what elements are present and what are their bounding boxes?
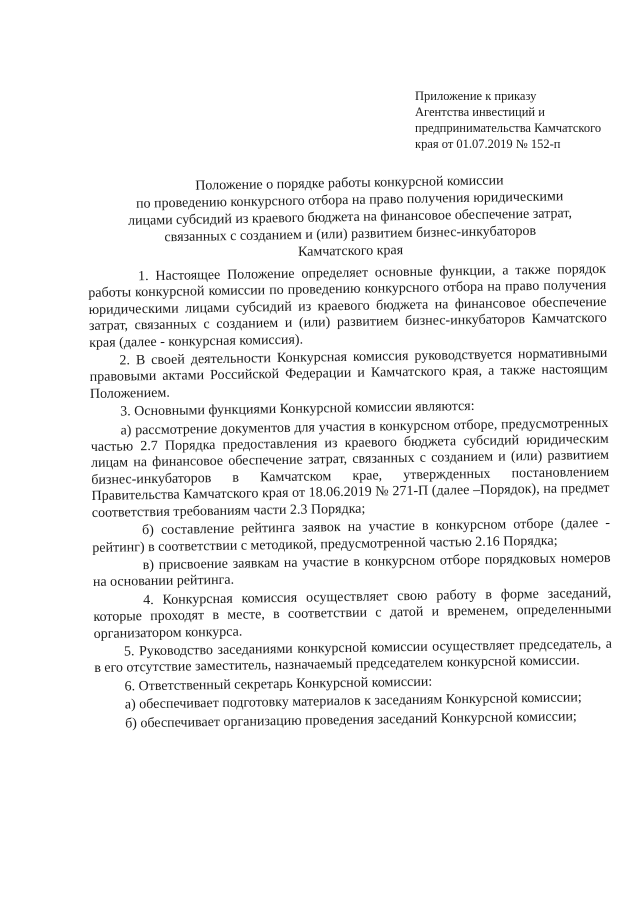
appendix-header: [415, 88, 625, 152]
appendix-line-2: Агентства инвестиций и: [415, 105, 545, 119]
paragraph-6b: б) обеспечивает организацию проведения заседаний Конкурсной комиссии;: [125, 708, 577, 732]
paragraph-2: 2. В своей деятельности Конкурсная комиссия руководствуется нормативными правовыми актами Российской Федерации и Камчатского края, а также настоящим Положением.: [89, 345, 608, 402]
title-line-4: связанных с созданием и (или) развитием бизнес-инкубаторов: [164, 223, 537, 246]
paragraph-3: 3. Основными функциями Конкурсной комиссии являются:: [120, 399, 475, 420]
title-line-2: по проведению конкурсного отбора на право получения юридическими: [135, 189, 564, 212]
document-title: [89, 170, 610, 264]
appendix-line-1: Приложение к приказу: [415, 89, 537, 103]
paragraph-5: 5. Руководство заседаниями конкурсной комиссии осуществляет председатель, а в его отсутствие заместитель, назначаемый председателем конкурсной комиссии.: [94, 636, 613, 677]
appendix-line-4: края от 01.07.2019 № 152-п: [415, 137, 561, 151]
document-body: [88, 262, 613, 735]
paragraph-3c: в) присвоение заявкам на участие в конкурсном отборе порядковых номеров на основании рейтинга.: [92, 550, 611, 591]
title-line-3: лицами субсидий из краевого бюджета на финансовое обеспечение затрат,: [127, 206, 573, 229]
paragraph-1: 1. Настоящее Положение определяет основные функции, а также порядок работы конкурсной комиссии по проведению конкурсного отбора на право получения юридическими лицами субсидий из краевого бюджета на финансовое обеспечение затрат, связанных с созданием и (или) развитием бизнес-инкубаторов Камчатского края (далее - конкурсная комиссия).: [88, 261, 607, 351]
paragraph-6a: а) обеспечивает подготовку материалов к заседаниям Конкурсной комиссии;: [124, 690, 582, 713]
paragraph-3b: б) составление рейтинга заявок на участие в конкурсном отборе (далее - рейтинг) в соответствии с методикой, предусмотренной частью 2.16 Порядка;: [92, 515, 611, 556]
title-line-1: Положение о порядке работы конкурсной комиссии: [195, 173, 504, 194]
paragraph-4: 4. Конкурсная комиссия осуществляет свою работу в форме заседаний, которые проходят в месте, в соответствии с датой и временем, определенными организатором конкурса.: [93, 585, 612, 642]
paragraph-3a: а) рассмотрение документов для участия в конкурсном отборе, предусмотренных частью 2.7 Порядка предоставления из краевого бюджета субсидий юридическим лицам на финансовое обеспечение затрат, связанных с созданием и (или) развитием бизнес-инкубаторов в Камчатском крае, утвержденных постановлением Правительства Камчатского края от 18.06.2019 № 271-П (далее –Порядок), на предмет соответствия требованиям части 2.3 Порядка;: [90, 415, 610, 521]
paragraph-6: 6. Ответственный секретарь Конкурсной комиссии:: [124, 674, 433, 695]
appendix-line-3: предпринимательства Камчатского: [415, 121, 602, 135]
title-line-5: Камчатского края: [297, 243, 404, 260]
